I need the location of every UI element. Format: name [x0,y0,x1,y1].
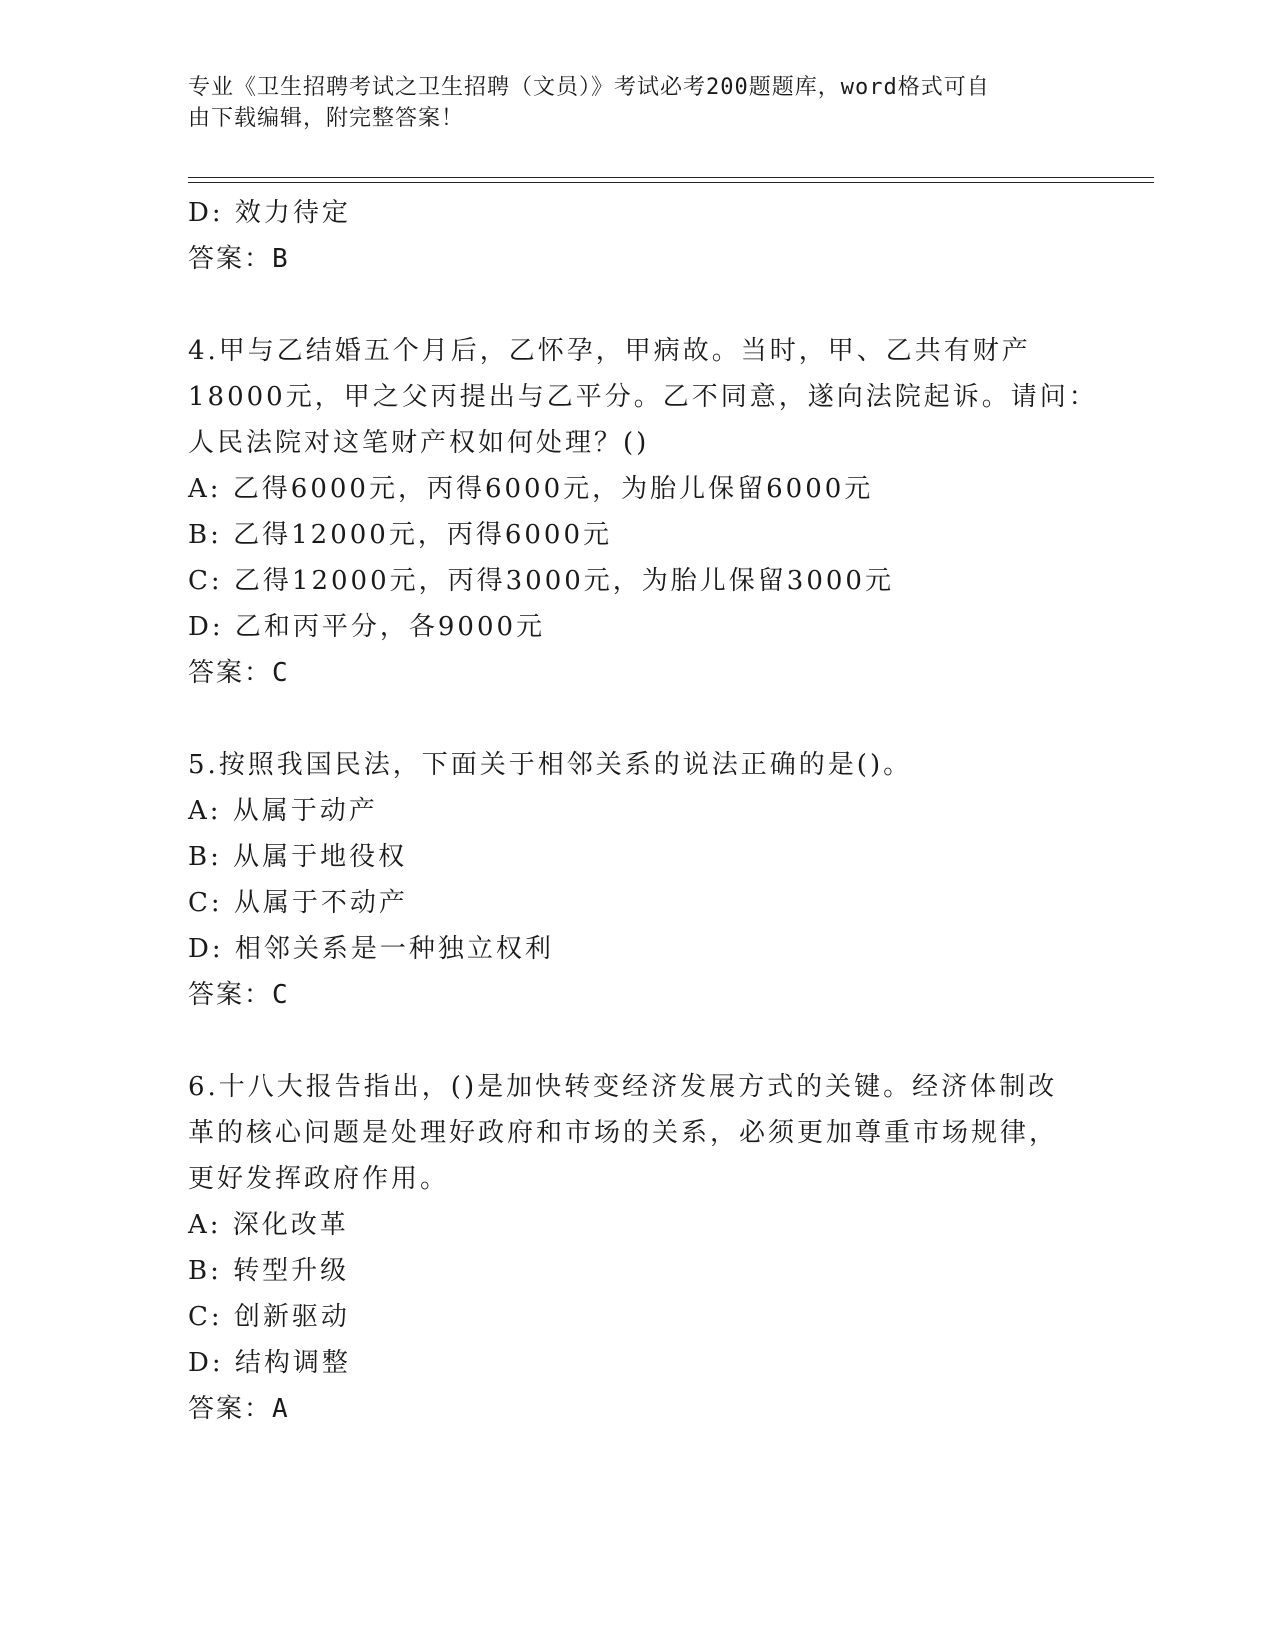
spacer [188,1018,1088,1064]
question-text-line: 更好发挥政府作用。 [188,1164,450,1194]
option-d: D: 效力待定 [188,198,351,228]
option-c: C: 从属于不动产 [188,888,408,918]
answer-line: 答案：C [188,658,290,688]
question-text-line: 18000元，甲之父丙提出与乙平分。乙不同意，遂向法院起诉。请问： [188,382,1098,412]
spacer [188,696,1088,742]
header-line-1: 专业《卫生招聘考试之卫生招聘（文员）》考试必考200题题库，word格式可自 [188,75,990,100]
option-c: C: 创新驱动 [188,1302,350,1332]
question-text-line: 4.甲与乙结婚五个月后，乙怀孕，甲病故。当时，甲、乙共有财产 [188,336,1031,366]
question-4 [188,328,1098,696]
document-body [188,190,1098,1432]
option-a: A: 深化改革 [188,1210,349,1240]
question-6 [188,1064,1088,1432]
option-b: B: 从属于地役权 [188,842,408,872]
answer-line: 答案：A [188,1394,290,1424]
option-d: D: 乙和丙平分，各9000元 [188,612,546,642]
question-text-line: 5.按照我国民法，下面关于相邻关系的说法正确的是()。 [188,750,913,780]
question-text-line: 6.十八大报告指出，()是加快转变经济发展方式的关键。经济体制改 [188,1072,1058,1102]
answer-line: 答案：B [188,244,290,274]
option-d: D: 结构调整 [188,1348,351,1378]
option-a: A: 从属于动产 [188,796,378,826]
header-divider-bottom [188,182,1154,183]
option-b: B: 转型升级 [188,1256,350,1286]
option-a: A: 乙得6000元，丙得6000元，为胎儿保留6000元 [188,474,874,504]
header-line-2: 由下载编辑，附完整答案！ [188,106,465,131]
answer-line: 答案：C [188,980,290,1010]
question-text-line: 人民法院对这笔财产权如何处理？() [188,428,650,458]
option-b: B: 乙得12000元，丙得6000元 [188,520,613,550]
question-text-line: 革的核心问题是处理好政府和市场的关系，必须更加尊重市场规律， [188,1118,1059,1148]
option-d: D: 相邻关系是一种独立权利 [188,934,554,964]
document-header [188,72,1068,134]
header-divider-top [188,177,1154,178]
question-5 [188,742,1088,1018]
option-c: C: 乙得12000元，丙得3000元，为胎儿保留3000元 [188,566,894,596]
spacer [188,282,1088,328]
